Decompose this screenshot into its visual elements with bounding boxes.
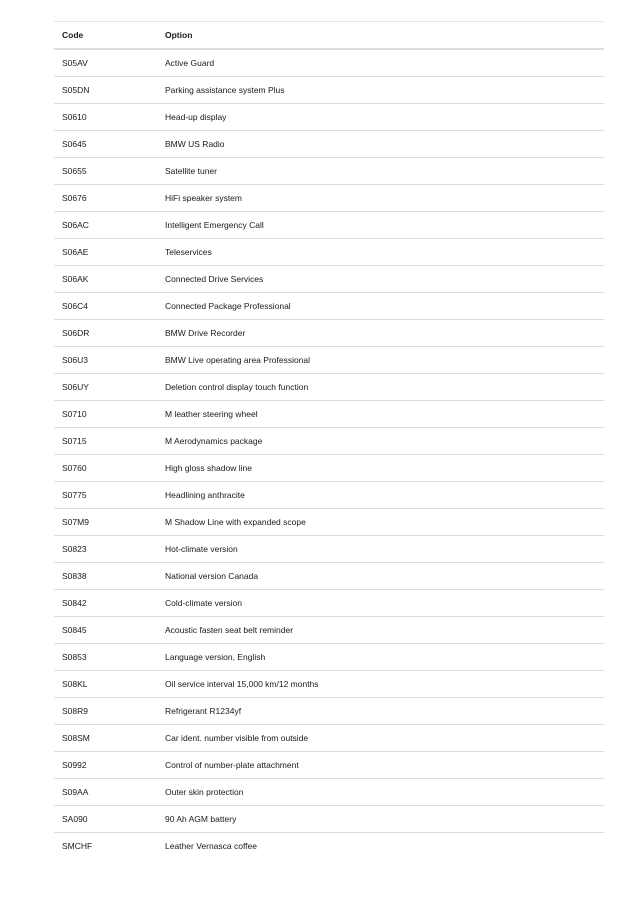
row-code: S0823 xyxy=(62,544,87,554)
row-option: M Shadow Line with expanded scope xyxy=(165,517,306,527)
table-row xyxy=(54,508,604,535)
row-option: Refrigerant R1234yf xyxy=(165,706,242,716)
row-code: SMCHF xyxy=(62,841,93,851)
table-row xyxy=(54,724,604,751)
row-code: S08SM xyxy=(62,733,90,743)
row-option: Connected Drive Services xyxy=(165,274,264,284)
row-option: Leather Vernasca coffee xyxy=(165,841,257,851)
row-option: Control of number-plate attachment xyxy=(165,760,299,770)
table-row xyxy=(54,238,604,265)
table-row xyxy=(54,157,604,184)
row-code: S08KL xyxy=(62,679,88,689)
table-row xyxy=(54,103,604,130)
table-row xyxy=(54,535,604,562)
row-option: M leather steering wheel xyxy=(165,409,258,419)
row-option: Hot-climate version xyxy=(165,544,238,554)
row-code: S0710 xyxy=(62,409,87,419)
row-option: Satellite tuner xyxy=(165,166,217,176)
table-row xyxy=(54,76,604,103)
row-code: S0845 xyxy=(62,625,87,635)
row-option: BMW Live operating area Professional xyxy=(165,355,311,365)
table-row xyxy=(54,589,604,616)
row-code: S06AC xyxy=(62,220,89,230)
table-row xyxy=(54,670,604,697)
row-option: BMW US Radio xyxy=(165,139,225,149)
row-option: Headlining anthracite xyxy=(165,490,245,500)
table-row xyxy=(54,130,604,157)
row-code: S09AA xyxy=(62,787,89,797)
table-row xyxy=(54,481,604,508)
table-row xyxy=(54,427,604,454)
row-option: Language version, English xyxy=(165,652,266,662)
row-option: Active Guard xyxy=(165,58,215,68)
row-option: 90 Ah AGM battery xyxy=(165,814,237,824)
table-row xyxy=(54,319,604,346)
row-code: S06AE xyxy=(62,247,89,257)
row-option: Outer skin protection xyxy=(165,787,244,797)
table-row xyxy=(54,400,604,427)
table-row xyxy=(54,778,604,805)
row-option: National version Canada xyxy=(165,571,259,581)
row-code: S05AV xyxy=(62,58,88,68)
table-header xyxy=(54,21,604,49)
row-option: Oil service interval 15,000 km/12 months xyxy=(165,679,319,689)
table-body xyxy=(54,49,604,859)
row-code: S06C4 xyxy=(62,301,88,311)
row-code: S06AK xyxy=(62,274,89,284)
row-option: HiFi speaker system xyxy=(165,193,242,203)
row-code: S0760 xyxy=(62,463,87,473)
table-row xyxy=(54,373,604,400)
options-table xyxy=(54,21,604,859)
table-row xyxy=(54,292,604,319)
table-row xyxy=(54,616,604,643)
row-code: S07M9 xyxy=(62,517,89,527)
table-row xyxy=(54,184,604,211)
row-code: S0853 xyxy=(62,652,87,662)
row-code: S08R9 xyxy=(62,706,88,716)
row-option: Cold-climate version xyxy=(165,598,242,608)
table-row xyxy=(54,265,604,292)
table-row xyxy=(54,454,604,481)
row-code: S06U3 xyxy=(62,355,88,365)
row-code: S05DN xyxy=(62,85,90,95)
row-option: BMW Drive Recorder xyxy=(165,328,246,338)
row-code: S06UY xyxy=(62,382,89,392)
row-code: SA090 xyxy=(62,814,88,824)
row-option: Acoustic fasten seat belt reminder xyxy=(165,625,294,635)
row-option: Deletion control display touch function xyxy=(165,382,309,392)
row-option: Head-up display xyxy=(165,112,227,122)
row-option: Teleservices xyxy=(165,247,212,257)
row-option: Parking assistance system Plus xyxy=(165,85,285,95)
row-code: S0775 xyxy=(62,490,87,500)
table-row xyxy=(54,49,604,76)
row-option: Car ident. number visible from outside xyxy=(165,733,309,743)
row-code: S0676 xyxy=(62,193,87,203)
row-code: S0715 xyxy=(62,436,87,446)
table-row xyxy=(54,346,604,373)
table-row xyxy=(54,643,604,670)
header-option: Option xyxy=(165,30,193,40)
row-option: M Aerodynamics package xyxy=(165,436,263,446)
row-code: S0610 xyxy=(62,112,87,122)
row-option: Connected Package Professional xyxy=(165,301,291,311)
row-code: S0838 xyxy=(62,571,87,581)
table-row xyxy=(54,562,604,589)
table-row xyxy=(54,211,604,238)
header-code: Code xyxy=(62,30,84,40)
row-code: S0645 xyxy=(62,139,87,149)
table-row xyxy=(54,751,604,778)
row-option: Intelligent Emergency Call xyxy=(165,220,264,230)
row-code: S0992 xyxy=(62,760,87,770)
row-code: S06DR xyxy=(62,328,90,338)
table-row xyxy=(54,832,604,859)
row-code: S0655 xyxy=(62,166,87,176)
row-code: S0842 xyxy=(62,598,87,608)
table-row xyxy=(54,805,604,832)
row-option: High gloss shadow line xyxy=(165,463,252,473)
table-row xyxy=(54,697,604,724)
